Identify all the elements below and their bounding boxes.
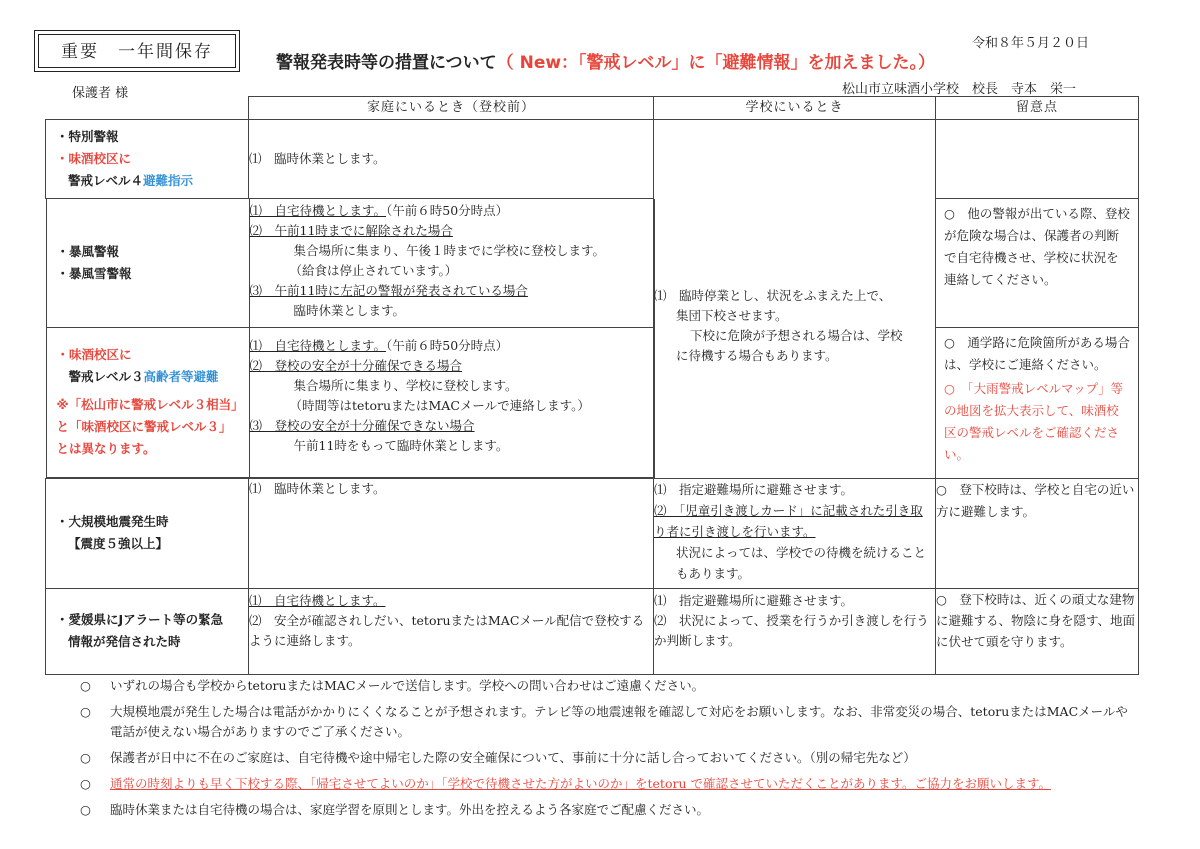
home-cell-r4: ⑴ 臨時休業とします。 xyxy=(249,478,654,588)
rows-2-3-left-block xyxy=(46,199,654,479)
table-row xyxy=(46,478,1139,588)
col-header-home: 家庭にいるとき（登校前） xyxy=(249,97,654,120)
home-cell-r1: ⑴ 臨時休業とします。 xyxy=(249,120,654,199)
list-item: ○ 大規模地震が発生した場合は電話がかかりにくくなることが予想されます。テレビ等の地震速報を確認して対応をお願いします。なお、非常変災の場合、tetoruまたはMACメールや電話が使えない場合がありますのでご了承ください。 xyxy=(80,704,1128,739)
row-label-level3: ・味酒校区に 警戒レベル３高齢者等避難 ※「松山市に警戒レベル３相当」と「味酒校区に警戒レベル３」とは異なります。 xyxy=(46,327,249,477)
table-header-row xyxy=(46,97,1139,120)
list-item: ○ 通常の時刻よりも早く下校する際、「帰宅させてよいのか」「学校で待機させた方がよいのか」をtetoru で確認させていただくことがあります。ご協力をお願いします。 xyxy=(80,776,1051,791)
row-label-j-alert: ・愛媛県にJアラート等の緊急 情報が発信された時 xyxy=(46,588,249,674)
page-title xyxy=(276,48,935,73)
notes-cell-r1 xyxy=(936,120,1139,199)
home-cell-r2: ⑴ 自宅待機とします。（午前６時50分時点） ⑵ 午前11時までに解除された場合 集合場所に集まり、午後１時までに学校に登校します。 （給食は停止されています。） ⑶ 午前11時に左記の警報が発表されている場合 臨時休業とします。 xyxy=(249,199,654,327)
table-row xyxy=(46,199,1139,479)
notes-cells-r2-r3 xyxy=(936,199,1139,479)
school-cell-r4: ⑴ 指定避難場所に避難させます。 ⑵ 「児童引き渡しカード」に記載された引き取り者に引き渡しを行います。 状況によっては、学校での待機を続けることもあります。 xyxy=(654,478,936,588)
title-new-note: （ New：「警戒レベル」に「避難情報」を加えました。） xyxy=(496,53,936,73)
table-row xyxy=(46,588,1139,674)
title-main: 警報発表時等の措置について xyxy=(276,53,497,73)
notes-cell-r4: ○ 登下校時は、学校と自宅の近い方に避難します。 xyxy=(936,478,1139,588)
col-header-notes: 留意点 xyxy=(936,97,1139,120)
level3-warning-note: ※「松山市に警戒レベル３相当」と「味酒校区に警戒レベル３」とは異なります。 xyxy=(56,397,238,456)
school-cell-r5: ⑴ 指定避難場所に避難させます。 ⑵ 状況によって、授業を行うか引き渡しを行うか判断します。 xyxy=(654,588,936,674)
footer-notes xyxy=(80,676,1140,826)
importance-badge: 重要 一年間保存 xyxy=(38,34,236,68)
notes-cell-r5: ○ 登下校時は、近くの頑丈な建物に避難する、物陰に身を隠す、地面に伏せて頭を守ります。 xyxy=(936,588,1139,674)
list-item: ○ いずれの場合も学校からtetoruまたはMACメールで送信します。学校への問い合わせはご遠慮ください。 xyxy=(80,678,705,693)
issue-date: 令和８年５月２０日 xyxy=(972,36,1090,51)
measures-table xyxy=(45,96,1139,675)
addressee: 保護者 様 xyxy=(72,86,129,101)
notes-cell-r2: ○ 他の警報が出ている際、登校が危険な場合は、保護者の判断で自宅待機させ、学校に状況を連絡してください。 xyxy=(936,199,1138,328)
row-label-special-warning: ・特別警報 ・味酒校区に 警戒レベル４避難指示 xyxy=(46,120,249,199)
issuer: 松山市立味酒小学校 校長 寺本 栄一 xyxy=(842,82,1077,97)
notes-cell-r3: ○ 通学路に危険箇所がある場合は、学校にご連絡ください。 ○ 「大雨警戒レベルマップ」等の地図を拡大表示して、味酒校区の警戒レベルをご確認ください。 xyxy=(944,335,1130,462)
list-item: ○ 臨時休業または自宅待機の場合は、家庭学習を原則とします。外出を控えるよう各家庭でご配慮ください。 xyxy=(80,802,710,817)
list-item: ○ 保護者が日中に不在のご家庭は、自宅待機や途中帰宅した際の安全確保について、事前に十分に話し合っておいてください。（別の帰宅先など） xyxy=(80,750,916,765)
school-cell-r1-r3: ⑴ 臨時停業とし、状況をふまえた上で、 集団下校させます。 下校に危険が予想される場合は、学校 に待機する場合もあります。 xyxy=(654,120,936,479)
row-label-storm: ・暴風警報 ・暴風雪警報 xyxy=(46,199,249,327)
header-blank xyxy=(46,97,249,120)
home-cell-r3: ⑴ 自宅待機とします。（午前６時50分時点） ⑵ 登校の安全が十分確保できる場合 集合場所に集まり、学校に登校します。 （時間等はtetoruまたはMACメールで連絡します。） ⑶ 登校の安全が十分確保できない場合 午前11時をもって臨時休業とします。 xyxy=(249,327,654,477)
home-cell-r5: ⑴ 自宅待機とします。 ⑵ 安全が確認されしだい、tetoruまたはMACメール配信で登校するように連絡します。 xyxy=(249,588,654,674)
row-label-earthquake: ・大規模地震発生時 【震度５強以上】 xyxy=(46,478,249,588)
table-row xyxy=(46,120,1139,199)
col-header-school: 学校にいるとき xyxy=(654,97,936,120)
